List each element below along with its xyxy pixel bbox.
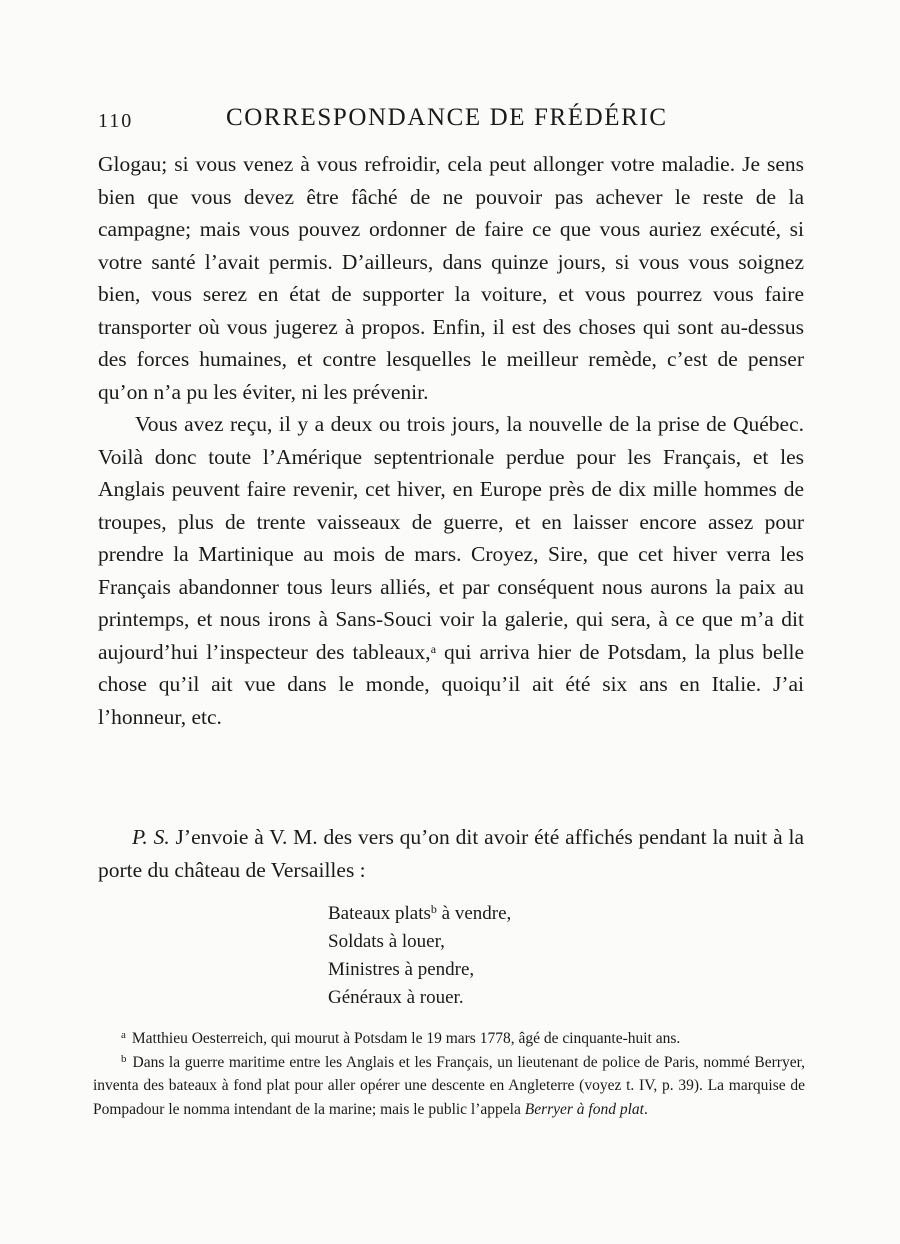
- footnotes: [93, 1027, 805, 1121]
- poem-line-2: Soldats à louer,: [328, 931, 445, 952]
- paragraph-1: Glogau; si vous venez à vous refroidir, cela peut allonger votre maladie. Je sens bien que vous devez être fâché de ne pouvoir pas achever le reste de la campagne; mais vous pouvez ordonner de faire ce que vous auriez exécuté, si votre santé l’avait permis. D’ailleurs, dans quinze jours, si vous vous soignez bien, vous serez en état de supporter la voiture, et vous pourrez vous faire transporter où vous jugerez à propos. Enfin, il est des choses qui sont au-dessus des forces humaines, et contre lesquelles le meilleur remède, c’est de penser qu’on n’a pu les éviter, ni les prévenir.: [98, 152, 804, 404]
- footnote-ref-a: a: [430, 641, 437, 656]
- footnote-b-text: Dans la guerre maritime entre les Anglais et les Français, un lieutenant de police de Paris, nommé Berryer, inventa des bateaux à fond plat pour aller opérer une descente en Angleterre (voyez t. IV, p. 39). La marquise de Pompadour le nomma intendant de la marine; mais le public l’appela: [93, 1053, 805, 1118]
- poem-line-4: Généraux à rouer.: [328, 987, 464, 1008]
- letter-body: [98, 148, 804, 733]
- page-header: [98, 104, 798, 138]
- postscript: [98, 821, 804, 887]
- paragraph-2-part2: qui arriva hier de Potsdam, la plus belle chose qu’il ait vue dans le monde, quoiqu’il ait été six ans en Italie. J’ai l’honneur, etc.: [98, 639, 804, 729]
- footnote-a-text: Matthieu Oesterreich, qui mourut à Potsdam le 19 mars 1778, âgé de cinquante-huit ans.: [131, 1030, 681, 1047]
- poem-line-1-text: Bateaux plats: [328, 903, 431, 924]
- footnote-b-italic: Berryer à fond plat: [524, 1100, 644, 1118]
- paragraph-2: [98, 408, 804, 733]
- paragraph-2-part1: Vous avez reçu, il y a deux ou trois jours, la nouvelle de la prise de Québec. Voilà donc toute l’Amérique septentrionale perdue pour les Français, et les Anglais peuvent faire revenir, cet hiver, en Europe près de dix mille hommes de troupes, plus de trente vaisseaux de guerre, et en laisser encore assez pour prendre la Martinique au mois de mars. Croyez, Sire, que cet hiver verra les Français abandonner tous leurs alliés, et par conséquent nous aurons la paix au printemps, et nous irons à Sans-Souci voir la galerie, qui sera, à ce que m’a dit aujourd’hui l’inspecteur des tableaux,: [98, 412, 804, 664]
- poem: [328, 900, 511, 1012]
- poem-line-1: [328, 900, 511, 928]
- page-number: 110: [98, 110, 134, 132]
- poem-line-1-end: à vendre,: [436, 903, 512, 924]
- poem-line-3: Ministres à pendre,: [328, 959, 475, 980]
- postscript-text: J’envoie à V. M. des vers qu’on dit avoir été affichés pendant la nuit à la porte du château de Versailles :: [98, 825, 804, 882]
- footnote-ref-b: b: [430, 902, 437, 916]
- footnote-b-end: .: [643, 1100, 648, 1118]
- footnote-b-mark: b: [121, 1052, 127, 1065]
- footnote-a: [93, 1027, 805, 1051]
- running-title: CORRESPONDANCE DE FRÉDÉRIC: [226, 104, 668, 131]
- footnote-a-mark: a: [121, 1029, 126, 1041]
- footnote-b: [93, 1051, 805, 1122]
- postscript-lead: P. S.: [132, 825, 170, 849]
